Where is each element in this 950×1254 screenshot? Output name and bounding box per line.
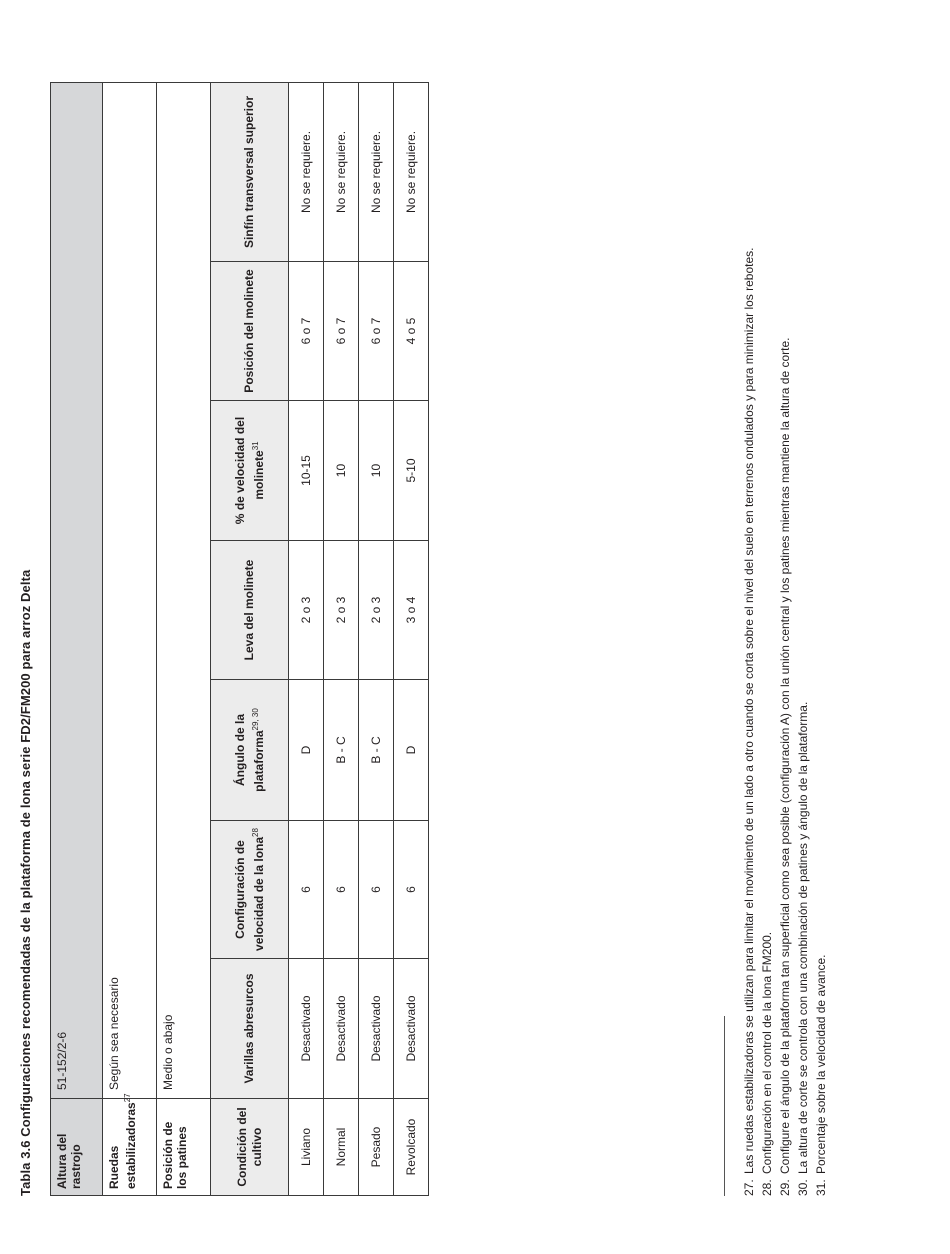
cell-upper-auger: No se requiere. <box>289 82 324 261</box>
skid-position-label: Posición de los patines <box>157 1099 211 1196</box>
table-row <box>324 82 359 1195</box>
cell-reel-position: 4 o 5 <box>394 262 429 401</box>
cell-draper-speed: 6 <box>324 821 359 959</box>
cell-reel-cam: 2 o 3 <box>289 541 324 680</box>
cell-crop: Revolcado <box>394 1099 429 1196</box>
stubble-height-label: Altura del rastrojo <box>51 1099 103 1196</box>
cell-platform-angle: B - C <box>324 680 359 821</box>
cell-draper-speed: 6 <box>394 821 429 959</box>
configuration-table <box>50 82 429 1196</box>
cell-upper-auger: No se requiere. <box>324 82 359 261</box>
cell-reel-cam: 3 o 4 <box>394 541 429 680</box>
table-row <box>289 82 324 1195</box>
cell-upper-auger: No se requiere. <box>394 82 429 261</box>
footnotes <box>740 94 830 1196</box>
footnote <box>740 94 758 1196</box>
table-row <box>394 82 429 1195</box>
cell-crop: Pesado <box>359 1099 394 1196</box>
header-draper-speed: Configuración de velocidad de la lona$^{28}$ <box>211 821 289 959</box>
footnote-number: 30. <box>796 1179 810 1196</box>
footnote <box>758 94 776 1196</box>
header-reel-position: Posición del molinete <box>211 262 289 401</box>
cell-platform-angle: D <box>289 680 324 821</box>
cell-platform-angle: D <box>394 680 429 821</box>
cell-reel-speed: 10 <box>359 401 394 541</box>
stabilizer-wheels-row <box>103 82 157 1195</box>
stubble-height-value: 51-152/2-6 <box>51 82 103 1098</box>
footnote-number: 28. <box>760 1179 774 1196</box>
footnote <box>776 94 794 1196</box>
cell-dividers: Desactivado <box>324 959 359 1099</box>
cell-draper-speed: 6 <box>289 821 324 959</box>
header-upper-auger: Sinfín transversal superior <box>211 82 289 261</box>
cell-reel-position: 6 o 7 <box>324 262 359 401</box>
footnote-text: Porcentaje sobre la velocidad de avance. <box>814 954 828 1174</box>
footnote-text: Configuración en el control de la lona FM200. <box>760 931 774 1174</box>
cell-crop: Liviano <box>289 1099 324 1196</box>
footnote-text: Las ruedas estabilizadoras se utilizan para limitar el movimiento de un lado a otro cuando se corta sobre el nivel del suelo en terrenos ondulados y para minimizar los rebotes. <box>742 247 756 1174</box>
cell-reel-position: 6 o 7 <box>359 262 394 401</box>
cell-reel-speed: 10 <box>324 401 359 541</box>
footnote <box>794 94 812 1196</box>
footnote-divider <box>724 1016 725 1196</box>
table-caption: Tabla 3.6 Configuraciones recomendadas de la plataforma de lona serie FD2/FM200 para arroz Delta <box>18 569 33 1196</box>
footnote-number: 27. <box>742 1179 756 1196</box>
stabilizer-wheels-label: Ruedas estabilizadoras$^{27}$ <box>103 1099 157 1196</box>
cell-dividers: Desactivado <box>359 959 394 1099</box>
cell-dividers: Desactivado <box>289 959 324 1099</box>
footnote <box>812 94 830 1196</box>
cell-reel-cam: 2 o 3 <box>359 541 394 680</box>
footnote-text: Configure el ángulo de la plataforma tan superficial como sea posible (configuración A) con la unión central y los patines mientras mantiene la altura de corte. <box>778 337 792 1174</box>
header-dividers: Varillas abresurcos <box>211 959 289 1099</box>
table-row <box>359 82 394 1195</box>
column-header-row <box>211 82 289 1195</box>
header-platform-angle: Ángulo de la plataforma$^{29, 30}$ <box>211 680 289 821</box>
footnote-number: 31. <box>814 1179 828 1196</box>
cell-draper-speed: 6 <box>359 821 394 959</box>
cell-upper-auger: No se requiere. <box>359 82 394 261</box>
cell-platform-angle: B - C <box>359 680 394 821</box>
footnote-number: 29. <box>778 1179 792 1196</box>
cell-reel-speed: 10-15 <box>289 401 324 541</box>
header-reel-speed: % de velocidad del molinete$^{31}$ <box>211 401 289 541</box>
cell-dividers: Desactivado <box>394 959 429 1099</box>
footnote-text: La altura de corte se controla con una combinación de patines y ángulo de la plataforma. <box>796 701 810 1174</box>
header-crop-condition: Condición del cultivo <box>211 1099 289 1196</box>
header-reel-cam: Leva del molinete <box>211 541 289 680</box>
stabilizer-wheels-value: Según sea necesario <box>103 82 157 1098</box>
cell-crop: Normal <box>324 1099 359 1196</box>
cell-reel-position: 6 o 7 <box>289 262 324 401</box>
skid-position-row <box>157 82 211 1195</box>
stubble-height-row <box>51 82 103 1195</box>
skid-position-value: Medio o abajo <box>157 82 211 1098</box>
cell-reel-cam: 2 o 3 <box>324 541 359 680</box>
cell-reel-speed: 5-10 <box>394 401 429 541</box>
